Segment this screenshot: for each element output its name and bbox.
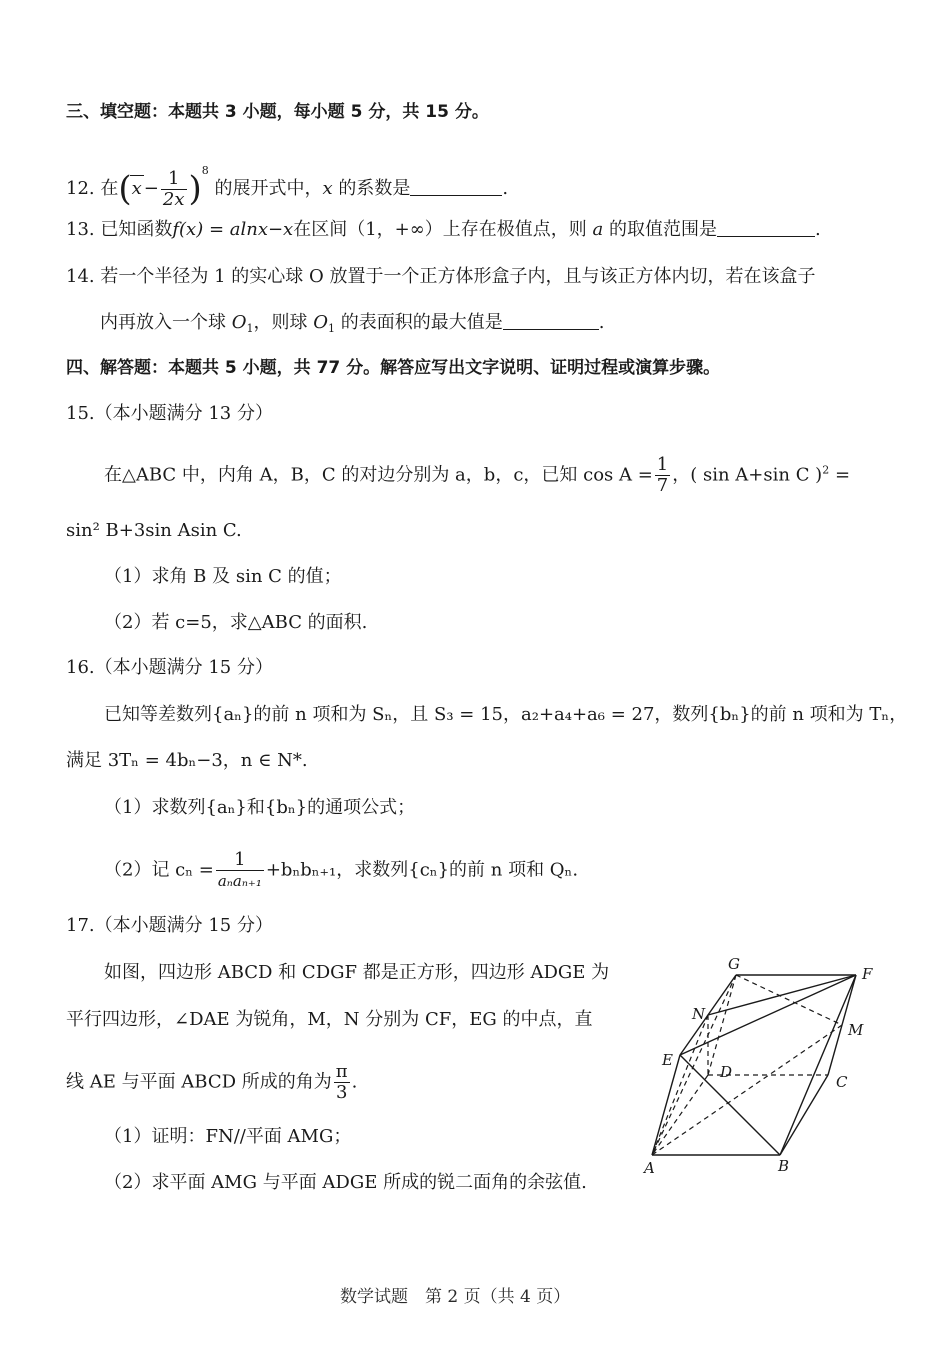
q14-end: . [598, 312, 605, 333]
q15-line1-sup: 2 [822, 463, 830, 477]
q14-ball: O [231, 312, 247, 333]
question-12: 12. 在(x − $\frac{1}{2x}$ )$^8$ 的展开式中，x 的系数是 . [66, 164, 509, 210]
label-F: F [862, 965, 873, 983]
q16-part-1: （1）求数列{aₙ}和{bₙ}的通项公式； [104, 797, 416, 818]
q14-ball-sub-2: 1 [328, 322, 335, 335]
q14-ball-sub: 1 [246, 322, 254, 335]
q16-part2-post: +bₙbₙ₊₁，求数列{cₙ}的前 n 项和 Qₙ. [265, 859, 579, 881]
q12-end: . [502, 178, 509, 199]
q17-line-1: 如图，四边形 ABCD 和 CDGF 都是正方形，四边形 ADGE 为 [104, 962, 610, 983]
q17-figure [640, 955, 880, 1185]
q12-answer-blank[interactable] [410, 177, 502, 196]
section-4-title: 四、解答题：本题共 5 小题，共 77 分。解答应写出文字说明、证明过程或演算步骤。 [66, 358, 721, 378]
q17-part-1: （1）证明：FN//平面 AMG； [104, 1126, 352, 1147]
label-N: N [692, 1005, 706, 1023]
q14-answer-blank[interactable] [503, 311, 599, 330]
q12-paren-close: ) [188, 169, 202, 209]
q16-part2-pre: （2）记 cₙ = [104, 859, 214, 881]
q12-number: 12. [66, 178, 95, 199]
edge-MA [652, 1025, 842, 1155]
q17-angle-fraction: $\frac{\pi}{3}$ [335, 1061, 348, 1103]
q15-line-2: sin² B+3sin Asin C. [66, 520, 242, 541]
q16-part-2 [104, 850, 578, 891]
q16-line-2: 满足 3Tₙ = 4bₙ−3，n ∈ N*. [66, 750, 308, 771]
q15-cos-fraction: $\frac{1}{7}$ [656, 454, 669, 496]
question-14-line-1: 14. 若一个半径为 1 的实心球 O 放置于一个正方体形盒子内，且与该正方体内切，若在该盒子 [66, 266, 816, 287]
q15-part-1: （1）求角 B 及 sin C 的值； [104, 566, 342, 587]
q13-end: . [814, 219, 821, 240]
q15-line1-eq: = [829, 464, 851, 486]
q13-answer-blank[interactable] [717, 218, 815, 237]
q13-mid: 在区间（1，+∞）上存在极值点，则 [293, 219, 587, 240]
q16-header: 16.（本小题满分 15 分） [66, 657, 273, 678]
q17-header: 17.（本小题满分 15 分） [66, 915, 273, 936]
q14-line2-tail: 的表面积的最大值是 [335, 312, 503, 333]
edge-NA [652, 1015, 708, 1155]
edge-EF [680, 975, 856, 1055]
q17-line3-pre: 线 AE 与平面 ABCD 所成的角为 [66, 1071, 332, 1093]
q12-pre: 在 [100, 178, 119, 199]
label-G: G [728, 955, 740, 973]
q14-line2-pre: 内再放入一个球 [100, 312, 232, 333]
q13-tail: 的取值范围是 [608, 219, 717, 240]
label-D: D [720, 1063, 733, 1081]
edge-FB [780, 975, 856, 1155]
label-C: C [836, 1073, 848, 1091]
edge-EA [652, 1055, 680, 1155]
q15-header: 15.（本小题满分 13 分） [66, 403, 273, 424]
q12-fraction: $\frac{1}{2x}$ [162, 167, 185, 210]
q12-tail: 的系数是 [338, 178, 411, 199]
q17-part-2: （2）求平面 AMG 与平面 ADGE 所成的锐二面角的余弦值. [104, 1172, 587, 1193]
q16-line-1: 已知等差数列{aₙ}的前 n 项和为 Sₙ，且 S₃ = 15，a₂+a₄+a₆ = 27，数列{bₙ}的前 n 项和为 Tₙ， [104, 704, 908, 725]
q12-exponent: 8 [201, 164, 209, 177]
q16-fraction: $\frac{1}{\text{aₙaₙ₊₁}}$ [217, 849, 262, 890]
q17-line3-end: . [351, 1071, 358, 1093]
q15-line-1 [104, 455, 850, 496]
label-A: A [644, 1159, 655, 1177]
question-13 [66, 217, 821, 243]
q15-line1-post: ，( sin A+sin C ) [672, 464, 823, 486]
section-3-title: 三、填空题：本题共 3 小题，每小题 5 分，共 15 分。 [66, 102, 489, 122]
label-B: B [778, 1157, 790, 1175]
q13-func: f(x) = alnx−x [172, 219, 294, 240]
page-footer: 数学试题 第 2 页（共 4 页） [340, 1287, 571, 1307]
q14-line2-mid: ，则球 [253, 312, 314, 333]
q14-ball-2: O [313, 312, 328, 333]
q13-var: a [592, 219, 604, 240]
q13-text: 13. 已知函数 [66, 219, 173, 240]
q15-line1-pre: 在△ABC 中，内角 A，B，C 的对边分别为 a，b，c，已知 cos A = [104, 464, 653, 486]
question-14-line-2 [100, 310, 604, 342]
q15-part-2: （2）若 c=5，求△ABC 的面积. [104, 612, 368, 633]
q12-post: 的展开式中， [214, 178, 323, 199]
q17-line-2: 平行四边形，∠DAE 为锐角，M，N 分别为 CF，EG 的中点，直 [66, 1009, 593, 1030]
q17-line-3 [66, 1062, 357, 1103]
edge-CB [780, 1075, 828, 1155]
q12-paren-open: ( [118, 169, 132, 209]
q12-var: x [322, 178, 333, 199]
label-M: M [848, 1021, 864, 1039]
label-E: E [662, 1051, 673, 1069]
q12-sqrt: x [130, 175, 144, 202]
edge-DA [652, 1075, 708, 1155]
